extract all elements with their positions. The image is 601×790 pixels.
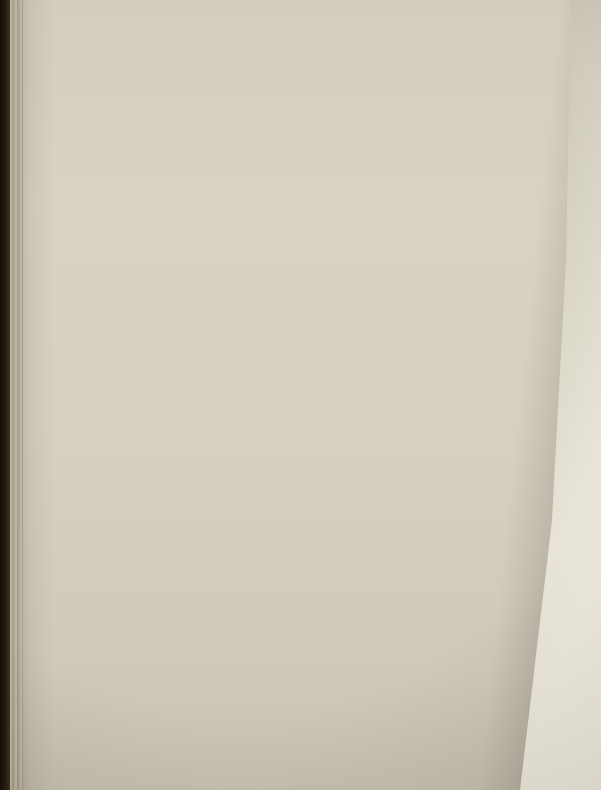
page-edges xyxy=(10,0,23,790)
book-spine-edge xyxy=(0,0,10,790)
